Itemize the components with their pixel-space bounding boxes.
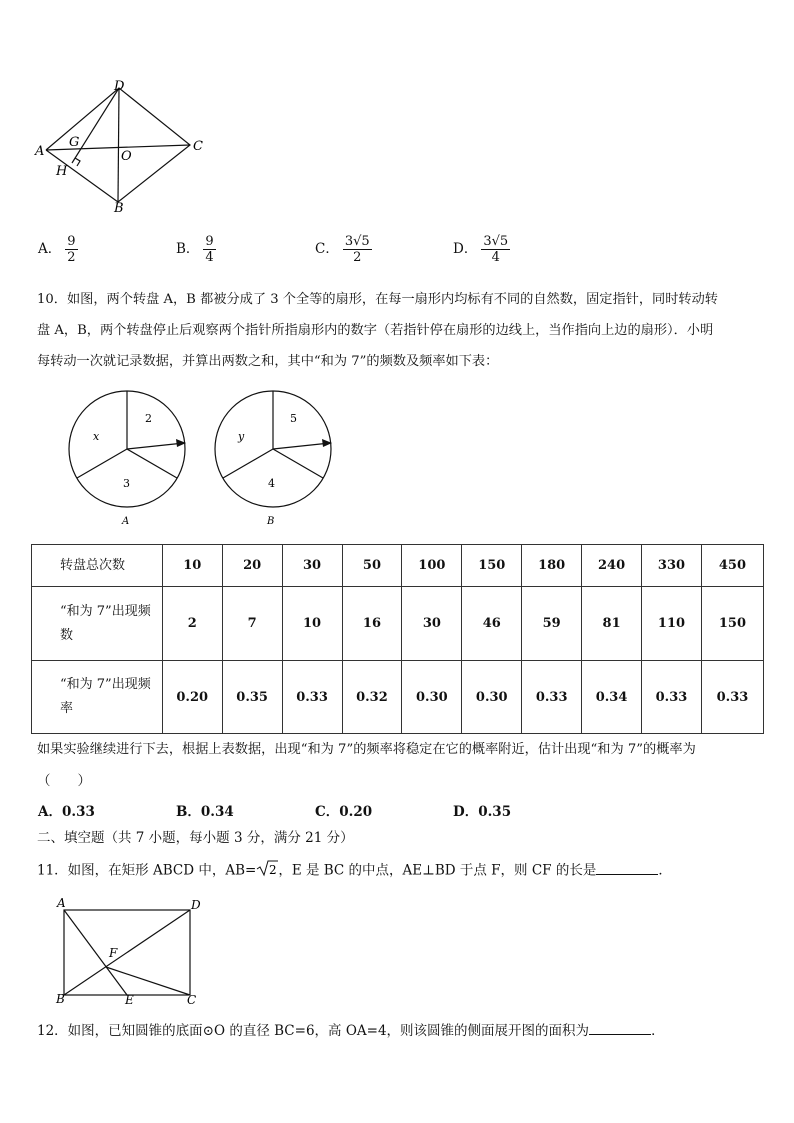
cell-count: 46 [462,587,522,661]
cell-count: 150 [701,587,763,661]
q10-question: 如果实验继续进行下去，根据上表数据，出现“和为 7”的频率将稳定在它的概率附近，估计出现“和为 7”的概率为 [37,742,696,757]
table-row [32,587,764,661]
label-G: G [69,135,80,150]
q10-option-c: C．0.20 [315,804,373,820]
cell-total: 100 [402,545,462,587]
cell-frequency: 0.33 [701,661,763,734]
q9-option-b: B． $\frac{9}{4}$ [176,234,214,265]
cell-frequency: 0.35 [222,661,282,734]
cell-frequency: 0.30 [462,661,522,734]
q12-text: 12．如图，已知圆锥的底面⊙O 的直径 BC=6，高 OA=4，则该圆锥的侧面展开图的面积为 ． [37,1020,665,1041]
spinner-b-caption: B [267,516,275,527]
cell-count: 110 [642,587,702,661]
table-row [32,545,764,587]
cell-total: 10 [162,545,222,587]
cell-total: 180 [522,545,582,587]
q9-option-c: C． $\frac{3√5}{2}$ [315,234,370,265]
label-B: B [114,201,124,216]
cell-count: 30 [402,587,462,661]
sqrt-symbol [256,859,278,883]
rhombus-figure [30,78,210,218]
spinner-b-top: 5 [290,412,297,425]
label-C: C [193,139,203,154]
spinners-figure [60,385,350,530]
spinner-a-top: 2 [145,412,152,425]
label-E: E [125,993,134,1007]
svg-text:2: 2 [269,863,277,877]
cell-count: 2 [162,587,222,661]
rectangle-figure [52,895,212,1007]
q10-line-3: 每转动一次就记录数据，并算出两数之和，其中“和为 7”的频数及频率如下表： [37,354,499,369]
cell-frequency: 0.33 [522,661,582,734]
frequency-table [31,544,764,734]
q10-option-a: A．0.33 [38,804,95,820]
q10-option-d: D．0.35 [453,804,512,820]
q10-line-2: 盘 A，B，两个转盘停止后观察两个指针所指扇形内的数字（若指针停在扇形的边线上，当作指向上边的扇形）．小明 [37,323,714,338]
q10-answer-paren: （ ） [37,773,91,789]
label-B: B [56,992,65,1006]
cell-total: 330 [642,545,702,587]
label-D: D [114,79,125,94]
row-label-count: “和为 7”出现频 数 [32,587,163,661]
label-F: F [109,946,118,960]
q9-option-a: A． $\frac{9}{2}$ [38,234,76,265]
q10-line-1: 10．如图，两个转盘 A，B 都被分成了 3 个全等的扇形，在每一扇形内均标有不同的自然数，固定指针，同时转动转 [37,292,718,307]
label-D: D [191,898,201,912]
answer-blank [596,860,658,875]
cell-count: 7 [222,587,282,661]
spinner-a-caption: A [122,516,130,527]
cell-frequency: 0.33 [642,661,702,734]
cell-total: 150 [462,545,522,587]
spinner-a-bottom: 3 [123,477,130,490]
cell-total: 450 [701,545,763,587]
q9-option-d: D． $\frac{3√5}{4}$ [453,234,509,265]
spinner-a-left: x [93,430,100,443]
label-A: A [57,896,66,910]
section-heading: 二、填空题（共 7 小题，每小题 3 分，满分 21 分） [37,830,354,846]
q10-option-b: B．0.34 [176,804,234,820]
cell-frequency: 0.30 [402,661,462,734]
q11-text: 11．如图，在矩形 ABCD 中，AB= 2 ，E 是 BC 的中点，AE⊥BD 于点 F，则 CF 的长是 ． [37,859,672,883]
cell-count: 81 [582,587,642,661]
cell-count: 10 [282,587,342,661]
cell-total: 50 [342,545,402,587]
cell-frequency: 0.32 [342,661,402,734]
cell-count: 59 [522,587,582,661]
label-O: O [121,149,132,164]
spinner-b-left: y [238,430,245,443]
row-label-total: 转盘总次数 [32,545,163,587]
row-label-frequency: “和为 7”出现频 率 [32,661,163,734]
cell-total: 20 [222,545,282,587]
table-row [32,661,764,734]
cell-count: 16 [342,587,402,661]
label-H: H [56,164,68,179]
label-C: C [187,993,197,1007]
cell-frequency: 0.20 [162,661,222,734]
cell-frequency: 0.34 [582,661,642,734]
cell-frequency: 0.33 [282,661,342,734]
label-A: A [35,144,45,159]
cell-total: 30 [282,545,342,587]
spinner-b-bottom: 4 [268,477,275,490]
answer-blank [589,1020,651,1035]
cell-total: 240 [582,545,642,587]
